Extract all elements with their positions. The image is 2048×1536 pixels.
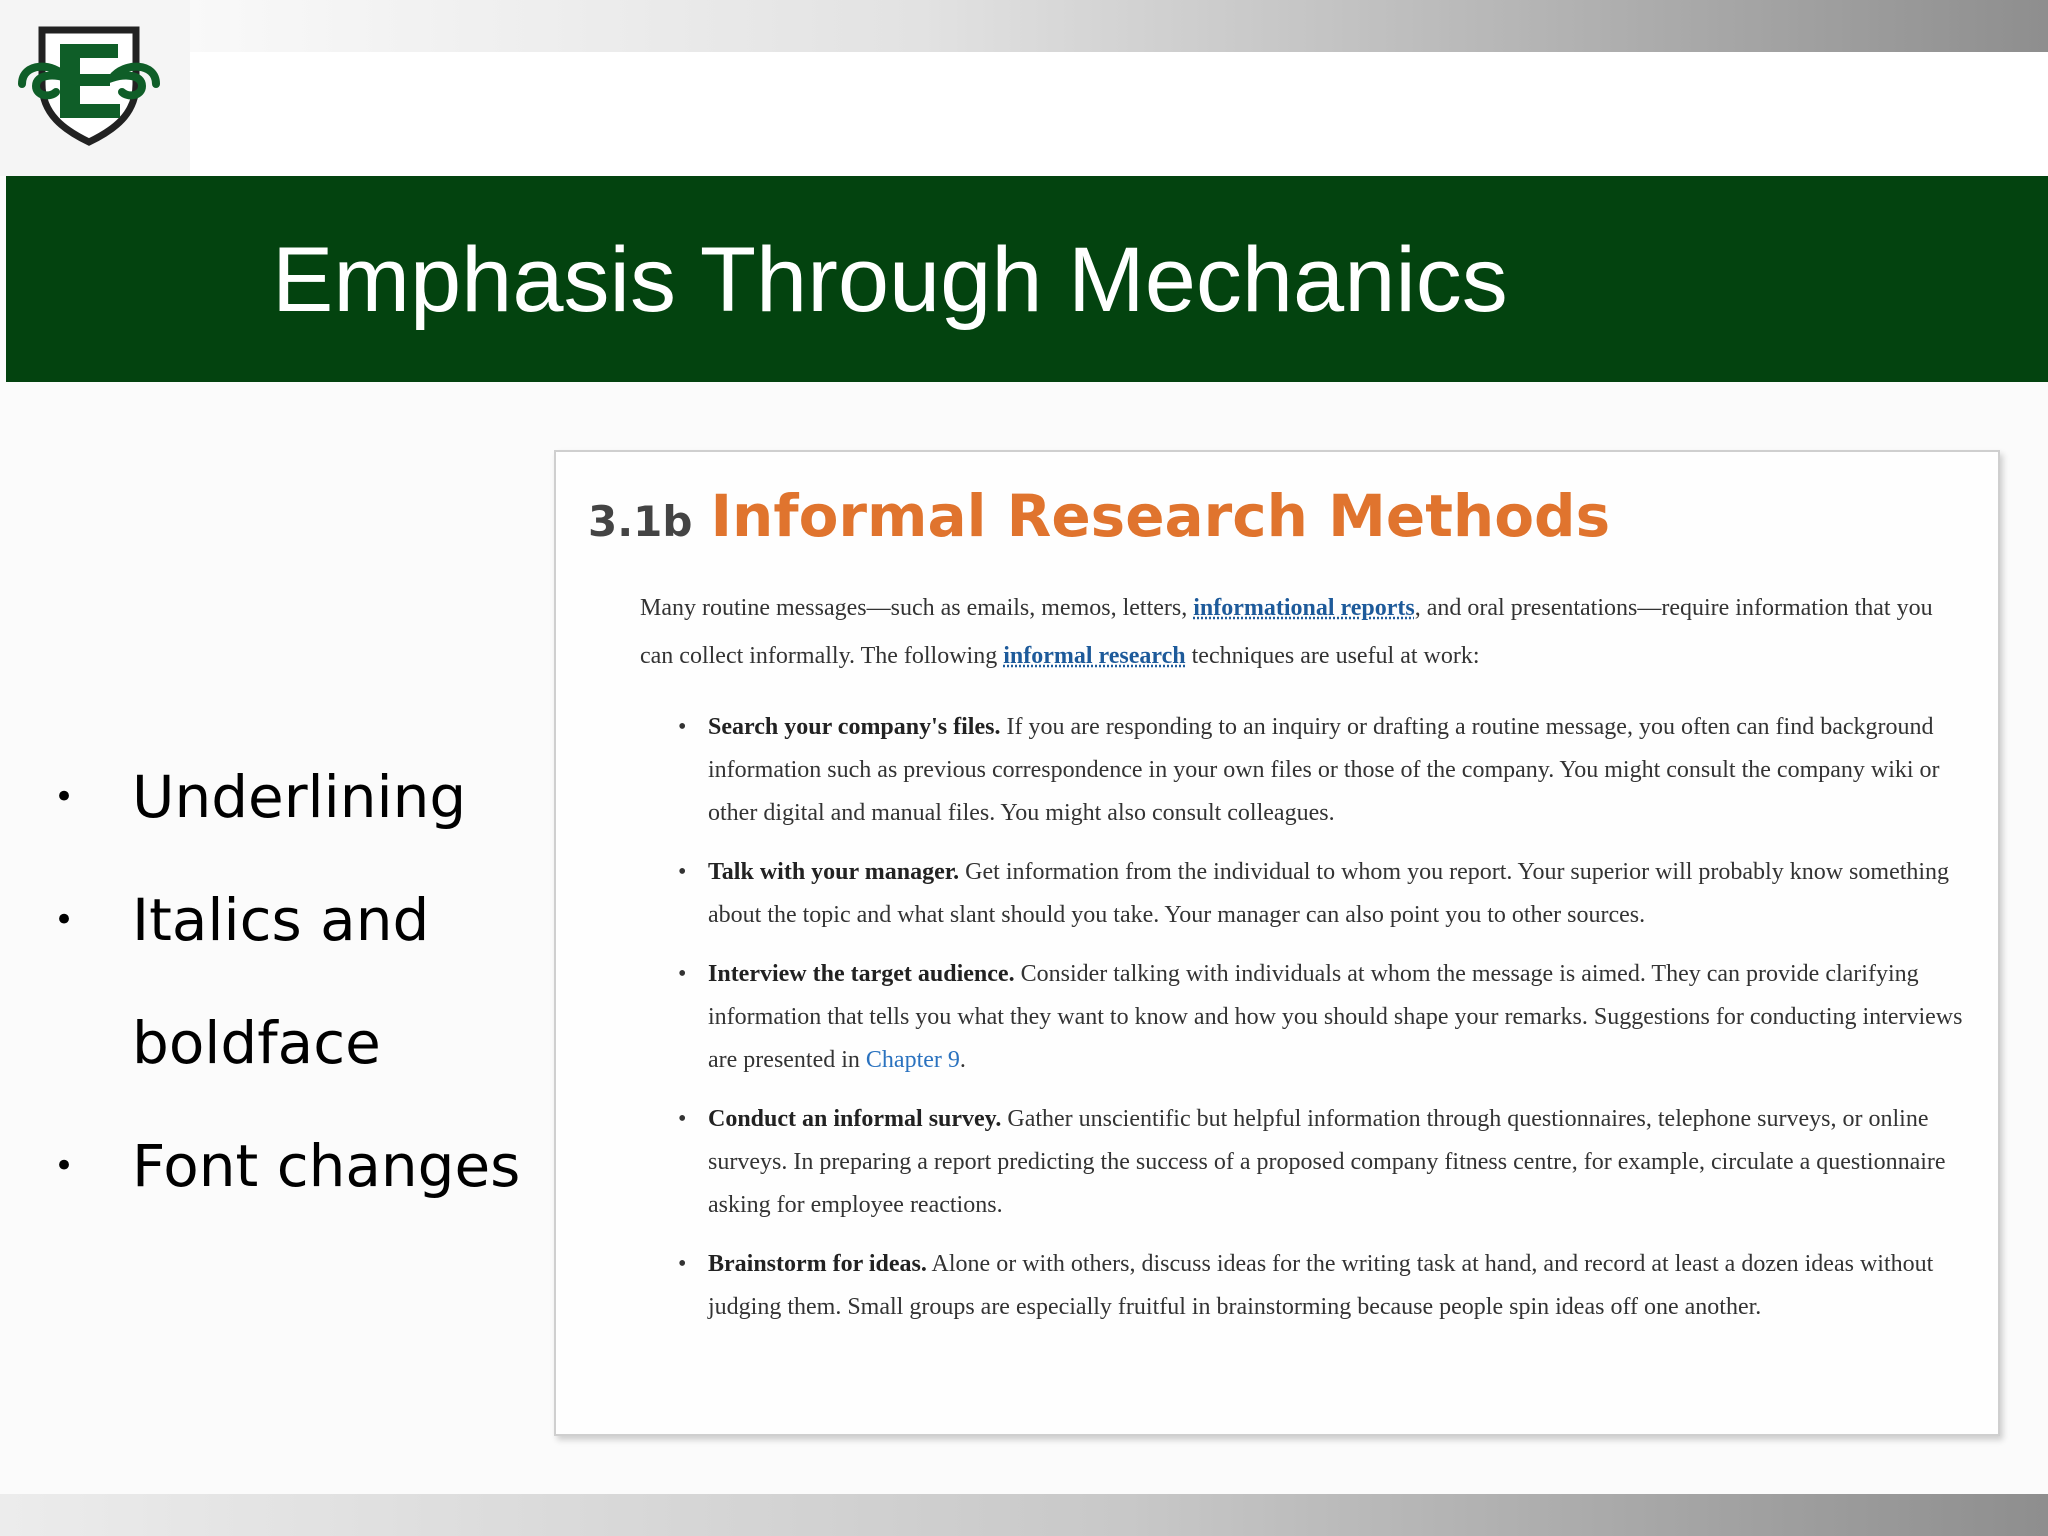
bullet-dot-icon: • bbox=[54, 1146, 75, 1186]
bullet-item: • Italics and boldface bbox=[44, 859, 544, 1105]
header-background bbox=[190, 52, 2048, 176]
bullet-dot-icon: • bbox=[678, 859, 687, 885]
slide-title: Emphasis Through Mechanics bbox=[272, 229, 1508, 331]
informational-reports-link[interactable]: informational reports bbox=[1193, 595, 1415, 621]
list-item: • Brainstorm for ideas. Alone or with others, discuss ideas for the writing task at hand, and record at least a dozen ideas without judging them. Small groups are especially fruitful in brainstorming because people spin ideas off one another. bbox=[640, 1243, 1966, 1329]
shield-e-logo-icon bbox=[14, 22, 164, 146]
excerpt-heading bbox=[588, 482, 1610, 550]
title-band bbox=[6, 176, 2048, 382]
section-title: Informal Research Methods bbox=[710, 482, 1611, 550]
top-gradient-bar bbox=[0, 0, 2048, 52]
informal-research-link[interactable]: informal research bbox=[1003, 643, 1186, 669]
bullet-dot-icon: • bbox=[678, 714, 687, 740]
list-item: • Interview the target audience. Consider talking with individuals at whom the message is aimed. They can provide clarifying information that tells you what they want to know and how you should shape your remarks. Suggestions for conducting interviews are presented in Chapter 9. bbox=[640, 953, 1966, 1082]
methods-list bbox=[640, 706, 1966, 1345]
intro-paragraph: Many routine messages—such as emails, memos, letters, informational reports, and oral presentations—require information that you can collect informally. The following informal research techniques are useful at work: bbox=[640, 595, 1933, 669]
bullet-dot-icon: • bbox=[54, 900, 75, 940]
textbook-excerpt bbox=[554, 450, 2000, 1436]
bullet-item: • Font changes bbox=[44, 1105, 544, 1228]
list-item: • Conduct an informal survey. Gather unscientific but helpful information through questionnaires, telephone surveys, or online surveys. In preparing a report predicting the success of a proposed company fitness centre, for example, circulate a questionnaire asking for employee reactions. bbox=[640, 1098, 1966, 1227]
list-item: • Search your company's files. If you are responding to an inquiry or drafting a routine message, you often can find background information such as previous correspondence in your own files or those of the company. You might consult the company wiki or other digital and manual files. You might also consult colleagues. bbox=[640, 706, 1966, 835]
chapter-9-link[interactable]: Chapter 9 bbox=[865, 1047, 960, 1073]
list-item: • Talk with your manager. Get information from the individual to whom you report. Your superior will probably know something about the topic and what slant should you take. Your manager can also point you to other sources. bbox=[640, 851, 1966, 937]
bullet-item: • Underlining bbox=[44, 736, 544, 859]
bullet-list bbox=[44, 736, 544, 1228]
bottom-gradient-bar bbox=[0, 1494, 2048, 1536]
bullet-dot-icon: • bbox=[678, 1251, 687, 1277]
logo bbox=[0, 0, 190, 176]
bullet-dot-icon: • bbox=[678, 961, 687, 987]
bullet-dot-icon: • bbox=[54, 777, 75, 817]
bullet-dot-icon: • bbox=[678, 1106, 687, 1132]
section-number: 3.1b bbox=[588, 497, 693, 546]
